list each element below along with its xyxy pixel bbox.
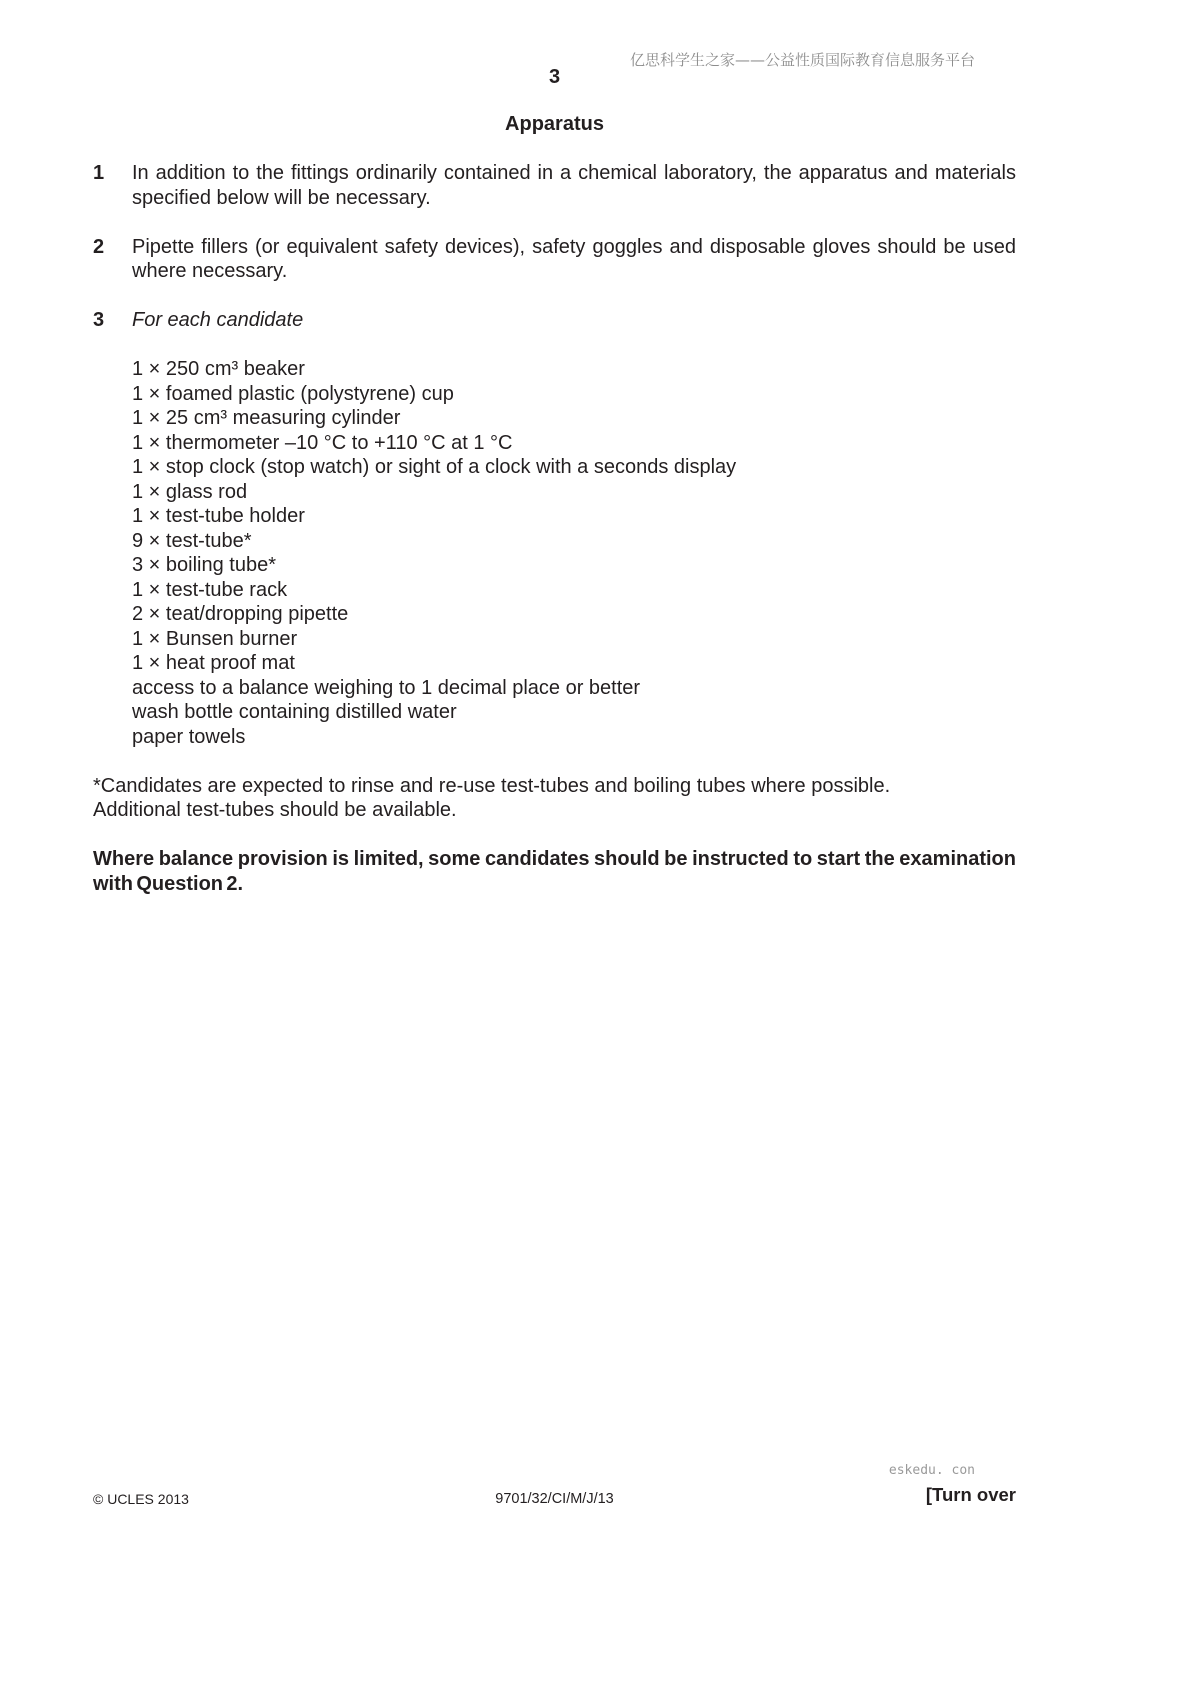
apparatus-list-item: 1 × glass rod bbox=[132, 480, 248, 503]
apparatus-list bbox=[93, 357, 1016, 749]
section-heading: Apparatus bbox=[505, 113, 604, 135]
apparatus-list-item: 1 × test-tube rack bbox=[132, 578, 288, 601]
apparatus-list-item: 3 × boiling tube* bbox=[132, 554, 277, 576]
item-text: For each candidate bbox=[132, 309, 304, 331]
apparatus-list-item: 1 × Bunsen burner bbox=[132, 627, 298, 650]
apparatus-list-item: 1 × 25 cm³ measuring cylinder bbox=[132, 407, 401, 429]
apparatus-list-item: 1 × 250 cm³ beaker bbox=[132, 358, 305, 380]
watermark-site: eskedu. con bbox=[888, 1463, 975, 1478]
balance-instruction: Where balance provision is limited, some candidates should be instructed to start the examination with Question 2. bbox=[93, 848, 1016, 895]
item-number: 2 bbox=[93, 235, 105, 258]
apparatus-list-item: paper towels bbox=[132, 725, 246, 748]
footnote bbox=[93, 774, 1016, 823]
apparatus-list-item: 1 × test-tube holder bbox=[132, 505, 305, 527]
copyright-notice: © UCLES 2013 bbox=[93, 1491, 189, 1507]
apparatus-list-item: 1 × stop clock (stop watch) or sight of a clock with a seconds display bbox=[132, 456, 737, 478]
instruction-item-2 bbox=[93, 235, 1016, 284]
apparatus-list-item: 1 × thermometer –10 °C to +110 °C at 1 °C bbox=[132, 431, 513, 454]
apparatus-list-item: 1 × foamed plastic (polystyrene) cup bbox=[132, 382, 454, 405]
apparatus-section bbox=[93, 161, 1016, 896]
footnote-line: *Candidates are expected to rinse and re-use test-tubes and boiling tubes where possible. bbox=[93, 774, 891, 797]
item-number: 1 bbox=[93, 162, 105, 184]
apparatus-list-item: wash bottle containing distilled water bbox=[132, 701, 457, 723]
apparatus-list-item: 1 × heat proof mat bbox=[132, 652, 295, 674]
footnote-line: Additional test-tubes should be available. bbox=[93, 799, 457, 821]
paper-code: 9701/32/CI/M/J/13 bbox=[495, 1491, 614, 1507]
item-text: Pipette fillers (or equivalent safety devices), safety goggles and disposable gloves should be used where necessary. bbox=[132, 235, 1016, 282]
instruction-item-3 bbox=[93, 308, 1016, 333]
watermark-text: 亿思科学生之家——公益性质国际教育信息服务平台 bbox=[629, 51, 975, 69]
turn-over-label: [Turn over bbox=[925, 1484, 1016, 1505]
apparatus-list-item: 9 × test-tube* bbox=[132, 529, 252, 552]
page-number: 3 bbox=[548, 66, 561, 88]
item-number: 3 bbox=[93, 309, 105, 331]
item-text: In addition to the fittings ordinarily contained in a chemical laboratory, the apparatus and materials specified below will be necessary. bbox=[132, 162, 1016, 209]
apparatus-list-item: access to a balance weighing to 1 decimal place or better bbox=[132, 676, 641, 699]
instruction-item-1 bbox=[93, 161, 1016, 210]
apparatus-list-item: 2 × teat/dropping pipette bbox=[132, 603, 349, 625]
